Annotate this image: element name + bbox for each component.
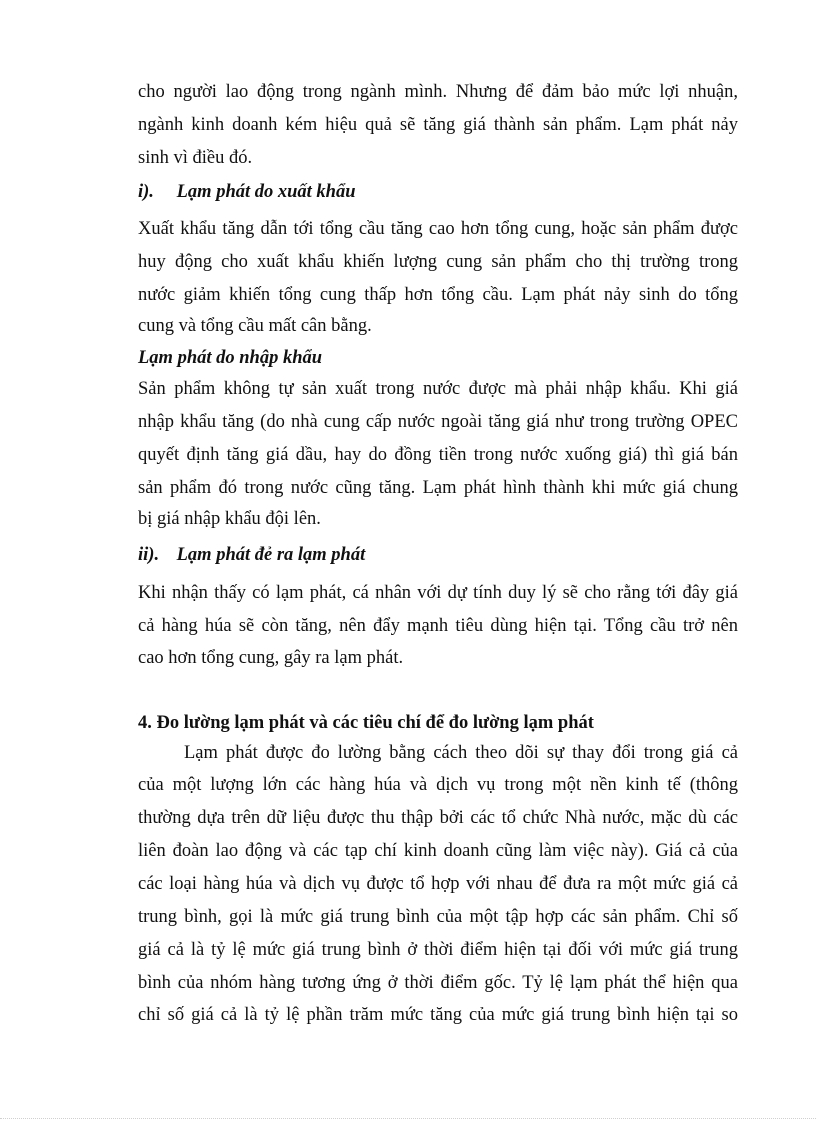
text-line: sinh vì điều đó. [138,148,253,168]
text-line: chỉ số giá cả là tỷ lệ phần trăm mức tăng của mức giá trung bình hiện tại so [138,1005,738,1025]
text-line: Xuất khẩu tăng dẫn tới tổng cầu tăng cao hơn tổng cung, hoặc sản phẩm được [138,219,738,239]
text-line: thường dựa trên dữ liệu được thu thập bởi các tổ chức Nhà nước, mặc dù các [138,808,738,828]
text-line: nước giảm khiến tổng cung thấp hơn tổng cầu. Lạm phát nảy sinh do tổng [138,285,738,305]
text-line: Khi nhận thấy có lạm phát, cá nhân với dự tính duy lý sẽ cho rằng tới đây giá [138,583,738,603]
text-line: Sản phẩm không tự sản xuất trong nước được mà phải nhập khẩu. Khi giá [138,379,738,399]
heading-number: ii). [138,545,160,565]
text-line: nhập khẩu tăng (do nhà cung cấp nước ngoài tăng giá như trong trường OPEC [138,412,738,432]
section-4-heading: 4. Đo lường lạm phát và các tiêu chí để đo lường lạm phát [138,713,594,733]
text-line: quyết định tăng giá dầu, hay do đồng tiền trong nước xuống giá) thì giá bán [138,445,738,465]
text-line: cả hàng húa sẽ còn tăng, nên đẩy mạnh tiêu dùng hiện tại. Tổng cầu trở nên [138,616,738,636]
text-line: trung bình, gọi là mức giá trung bình của một tập hợp các sản phẩm. Chỉ số [138,907,738,927]
heading-import-inflation [138,346,738,370]
text-line: bị giá nhập khẩu đội lên. [138,509,321,529]
heading-title: Lạm phát đẻ ra lạm phát [176,545,366,565]
heading-inflation-spiral [138,543,738,567]
text-line: ngành kinh doanh kém hiệu quả sẽ tăng giá thành sản phẩm. Lạm phát nảy [138,115,738,135]
text-line: bình của nhóm hàng tương ứng ở thời điểm gốc. Tỷ lệ lạm phát thể hiện qua [138,973,738,993]
heading-title: Lạm phát do nhập khẩu [138,348,323,368]
text-line: cho người lao động trong ngành mình. Nhưng để đảm bảo mức lợi nhuận, [138,82,738,102]
text-line: giá cả là tỷ lệ mức giá trung bình ở thời điểm hiện tại đối với mức giá trung [138,940,738,960]
heading-number: i). [138,182,154,202]
text-line: các loại hàng húa và dịch vụ được tổ hợp với nhau để đưa ra một mức giá cả [138,874,738,894]
text-line: cung và tổng cầu mất cân bằng. [138,316,372,336]
heading-title: Lạm phát do xuất khẩu [176,182,356,202]
text-line: liên đoàn lao động và các tạp chí kinh doanh cũng làm việc này). Giá cả của [138,841,738,861]
heading-export-inflation [138,180,738,204]
text-line: huy động cho xuất khẩu khiến lượng cung sản phẩm cho thị trường trong [138,252,738,272]
text-line: của một lượng lớn các hàng húa và dịch vụ trong một nền kinh tế (thông [138,775,738,795]
text-line: sản phẩm đó trong nước cũng tăng. Lạm phát hình thành khi mức giá chung [138,478,738,498]
text-line: cao hơn tổng cung, gây ra lạm phát. [138,648,404,668]
page-bottom-divider [0,1118,816,1119]
text-line: Lạm phát được đo lường bằng cách theo dõi sự thay đổi trong giá cả [184,743,738,763]
